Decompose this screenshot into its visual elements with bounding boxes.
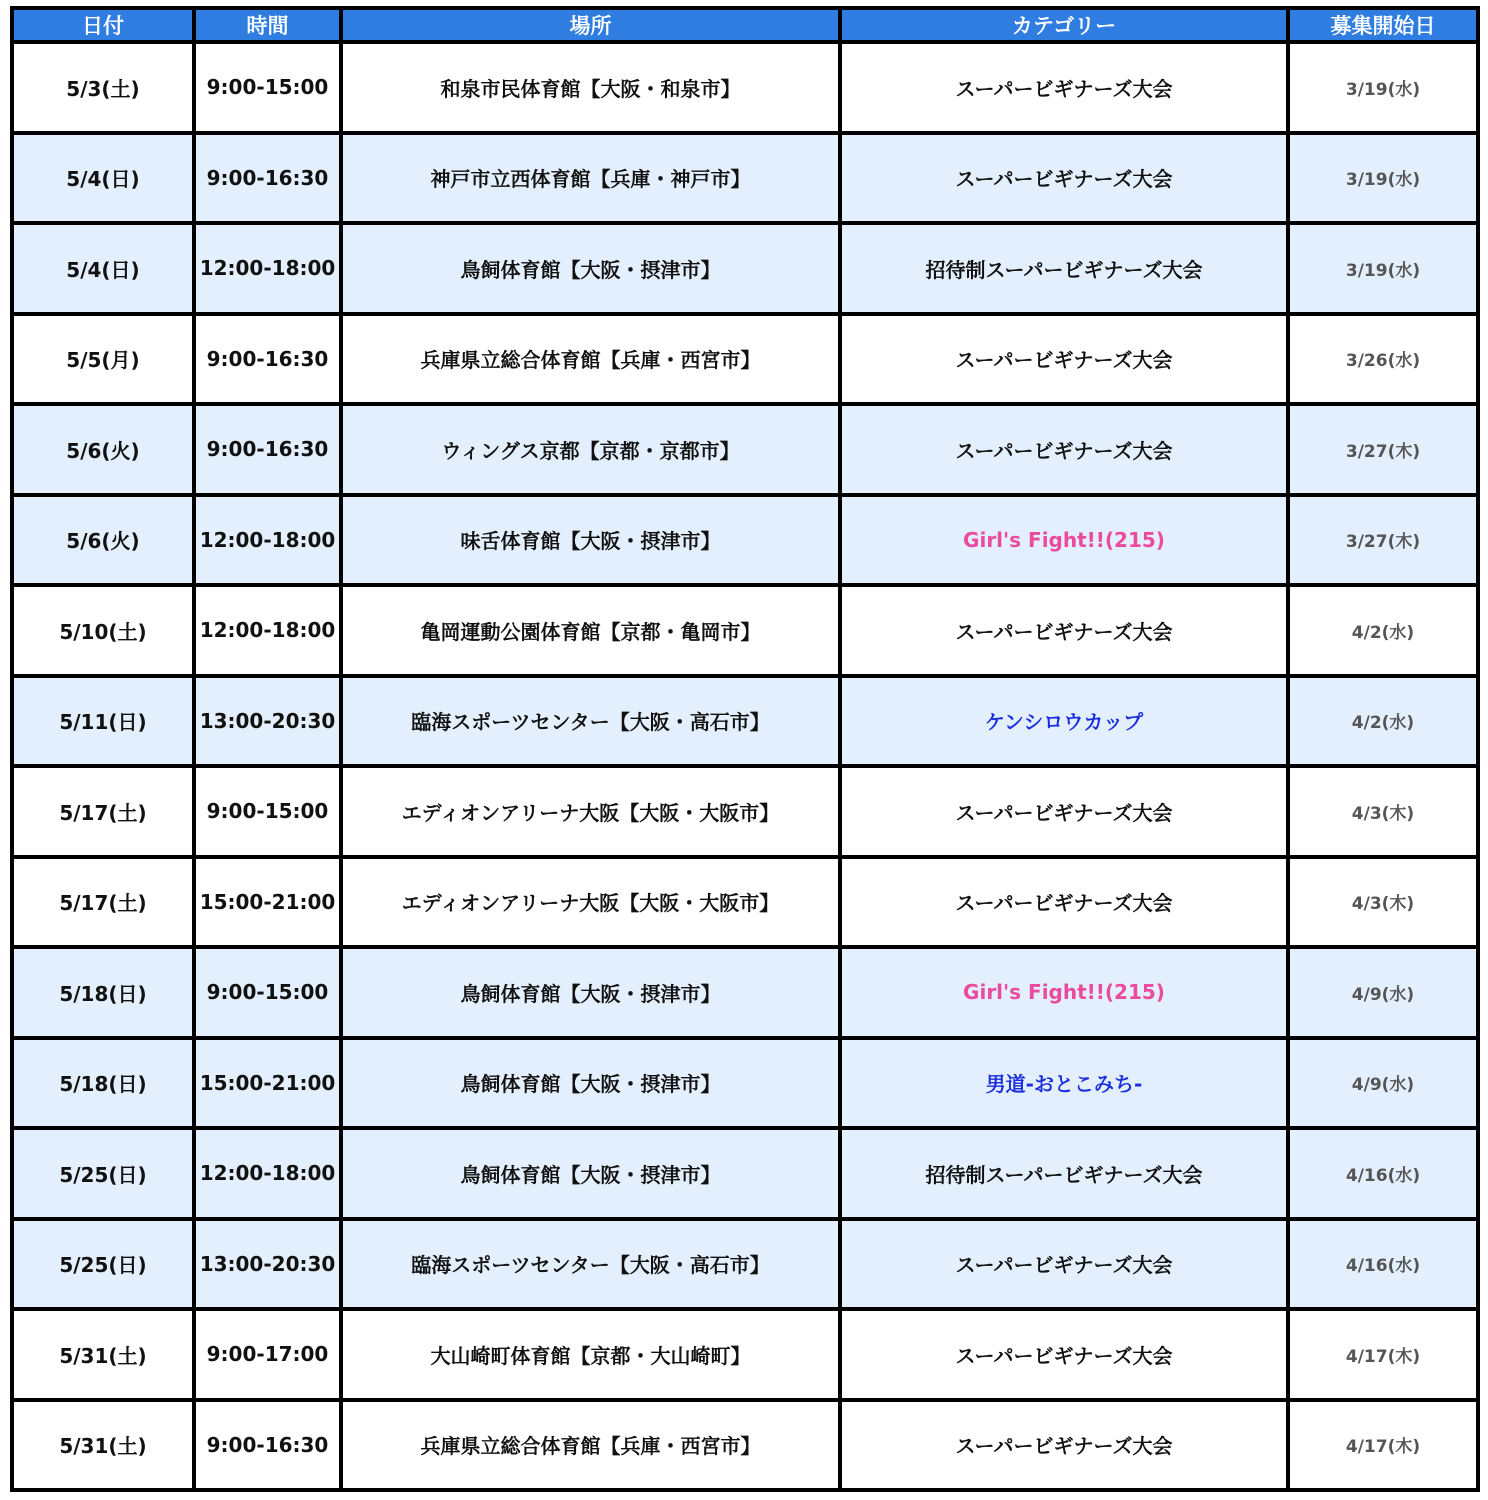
cell-time: 9:00-17:00: [196, 1311, 343, 1402]
cell-date: 5/6(火): [10, 406, 196, 497]
cell-date: 5/4(日): [10, 225, 196, 316]
cell-time: 12:00-18:00: [196, 1130, 343, 1221]
cell-place: 亀岡運動公園体育館【京都・亀岡市】: [343, 587, 842, 678]
cell-start-date: 4/9(水): [1290, 1040, 1480, 1131]
header-place: 場所: [343, 6, 842, 44]
cell-start-date: 3/27(木): [1290, 497, 1480, 588]
table-header: [10, 6, 1480, 44]
cell-place: 鳥飼体育館【大阪・摂津市】: [343, 1040, 842, 1131]
cell-date: 5/4(日): [10, 135, 196, 226]
cell-category: スーパービギナーズ大会: [842, 316, 1290, 407]
cell-category: 招待制スーパービギナーズ大会: [842, 1130, 1290, 1221]
header-date: 日付: [10, 6, 196, 44]
cell-date: 5/6(火): [10, 497, 196, 588]
cell-place: 味舌体育館【大阪・摂津市】: [343, 497, 842, 588]
cell-date: 5/5(月): [10, 316, 196, 407]
cell-category: スーパービギナーズ大会: [842, 859, 1290, 950]
table-row: [10, 406, 1480, 497]
cell-place: 臨海スポーツセンター【大阪・高石市】: [343, 1221, 842, 1312]
cell-time: 12:00-18:00: [196, 497, 343, 588]
table-row: [10, 949, 1480, 1040]
cell-category: Girl's Fight!!(215): [842, 497, 1290, 588]
cell-time: 9:00-15:00: [196, 768, 343, 859]
cell-date: 5/25(日): [10, 1221, 196, 1312]
cell-place: 兵庫県立総合体育館【兵庫・西宮市】: [343, 316, 842, 407]
cell-date: 5/17(土): [10, 859, 196, 950]
cell-category: 男道-おとこみち-: [842, 1040, 1290, 1131]
cell-place: ウィングス京都【京都・京都市】: [343, 406, 842, 497]
cell-category: スーパービギナーズ大会: [842, 44, 1290, 135]
cell-place: 兵庫県立総合体育館【兵庫・西宮市】: [343, 1402, 842, 1493]
cell-time: 12:00-18:00: [196, 225, 343, 316]
cell-time: 15:00-21:00: [196, 1040, 343, 1131]
header-time: 時間: [196, 6, 343, 44]
cell-start-date: 4/17(木): [1290, 1311, 1480, 1402]
cell-start-date: 3/26(水): [1290, 316, 1480, 407]
table-row: [10, 1040, 1480, 1131]
cell-date: 5/31(土): [10, 1311, 196, 1402]
table-row: [10, 497, 1480, 588]
header-row: [10, 6, 1480, 44]
cell-category: スーパービギナーズ大会: [842, 135, 1290, 226]
cell-date: 5/18(日): [10, 1040, 196, 1131]
header-start-date: 募集開始日: [1290, 6, 1480, 44]
table-row: [10, 1130, 1480, 1221]
table-body: [10, 44, 1480, 1492]
cell-time: 9:00-16:30: [196, 316, 343, 407]
cell-date: 5/25(日): [10, 1130, 196, 1221]
cell-place: エディオンアリーナ大阪【大阪・大阪市】: [343, 768, 842, 859]
cell-start-date: 4/3(木): [1290, 859, 1480, 950]
cell-category: ケンシロウカップ: [842, 678, 1290, 769]
cell-category: スーパービギナーズ大会: [842, 1221, 1290, 1312]
table-row: [10, 859, 1480, 950]
cell-place: 鳥飼体育館【大阪・摂津市】: [343, 949, 842, 1040]
cell-place: 鳥飼体育館【大阪・摂津市】: [343, 1130, 842, 1221]
cell-start-date: 3/19(水): [1290, 135, 1480, 226]
cell-time: 9:00-16:30: [196, 1402, 343, 1493]
cell-start-date: 4/16(水): [1290, 1130, 1480, 1221]
table-row: [10, 44, 1480, 135]
table-row: [10, 1221, 1480, 1312]
cell-start-date: 3/19(水): [1290, 44, 1480, 135]
cell-place: 大山崎町体育館【京都・大山崎町】: [343, 1311, 842, 1402]
cell-time: 9:00-15:00: [196, 949, 343, 1040]
cell-start-date: 3/19(水): [1290, 225, 1480, 316]
cell-category: 招待制スーパービギナーズ大会: [842, 225, 1290, 316]
cell-date: 5/31(土): [10, 1402, 196, 1493]
table-row: [10, 225, 1480, 316]
cell-category: スーパービギナーズ大会: [842, 1311, 1290, 1402]
cell-category: Girl's Fight!!(215): [842, 949, 1290, 1040]
cell-category: スーパービギナーズ大会: [842, 587, 1290, 678]
cell-start-date: 4/17(木): [1290, 1402, 1480, 1493]
cell-time: 9:00-16:30: [196, 135, 343, 226]
cell-time: 9:00-15:00: [196, 44, 343, 135]
cell-place: 臨海スポーツセンター【大阪・高石市】: [343, 678, 842, 769]
cell-place: エディオンアリーナ大阪【大阪・大阪市】: [343, 859, 842, 950]
cell-date: 5/17(土): [10, 768, 196, 859]
cell-place: 鳥飼体育館【大阪・摂津市】: [343, 225, 842, 316]
cell-date: 5/3(土): [10, 44, 196, 135]
cell-start-date: 4/2(水): [1290, 678, 1480, 769]
cell-category: スーパービギナーズ大会: [842, 1402, 1290, 1493]
event-schedule-table: [10, 6, 1480, 1492]
cell-date: 5/18(日): [10, 949, 196, 1040]
cell-start-date: 4/16(水): [1290, 1221, 1480, 1312]
table-row: [10, 587, 1480, 678]
table-row: [10, 1311, 1480, 1402]
cell-category: スーパービギナーズ大会: [842, 406, 1290, 497]
cell-place: 和泉市民体育館【大阪・和泉市】: [343, 44, 842, 135]
table-row: [10, 1402, 1480, 1493]
table-row: [10, 316, 1480, 407]
cell-time: 15:00-21:00: [196, 859, 343, 950]
cell-time: 12:00-18:00: [196, 587, 343, 678]
cell-time: 13:00-20:30: [196, 678, 343, 769]
table-row: [10, 678, 1480, 769]
cell-date: 5/11(日): [10, 678, 196, 769]
cell-start-date: 4/3(木): [1290, 768, 1480, 859]
cell-time: 13:00-20:30: [196, 1221, 343, 1312]
header-category: カテゴリー: [842, 6, 1290, 44]
cell-time: 9:00-16:30: [196, 406, 343, 497]
cell-place: 神戸市立西体育館【兵庫・神戸市】: [343, 135, 842, 226]
cell-start-date: 4/9(水): [1290, 949, 1480, 1040]
table-row: [10, 768, 1480, 859]
cell-start-date: 4/2(水): [1290, 587, 1480, 678]
cell-date: 5/10(土): [10, 587, 196, 678]
table-row: [10, 135, 1480, 226]
cell-category: スーパービギナーズ大会: [842, 768, 1290, 859]
cell-start-date: 3/27(木): [1290, 406, 1480, 497]
